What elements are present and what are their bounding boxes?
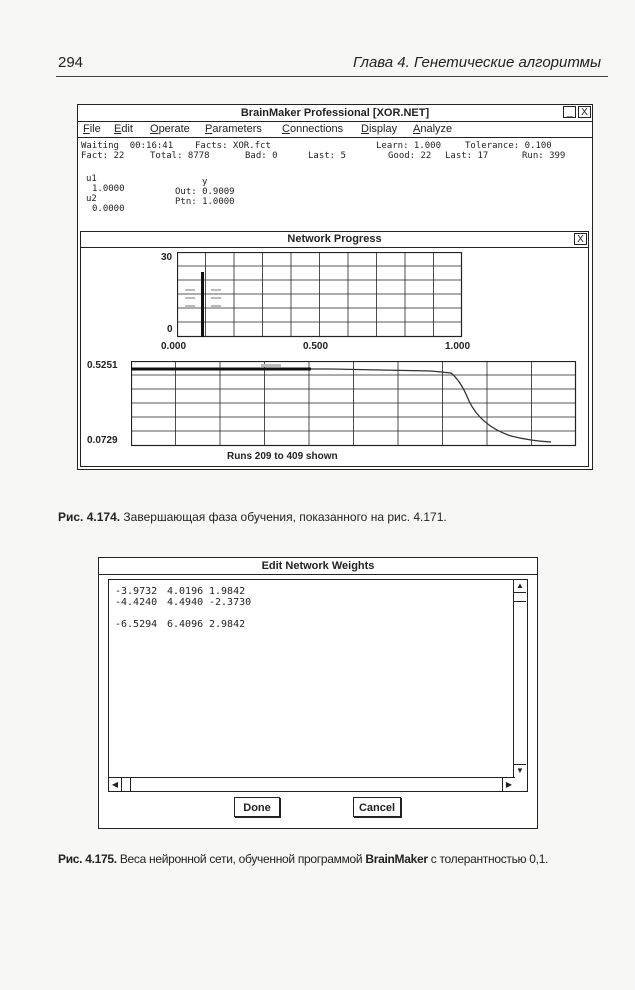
weights-row: -3.9732 4.0196 1.9842 [115,586,246,597]
weights-text-area[interactable] [108,579,528,792]
input-u2-label: u2 [86,194,97,204]
caption-175-text2: с толерантностью 0,1. [427,852,549,866]
header-rule [56,76,608,77]
input-u1-label: u1 [86,174,97,184]
menu-analyze[interactable]: Analyze [413,123,453,135]
caption-175-number: Рис. 4.175. [58,852,117,866]
error-trend-chart [131,361,577,449]
window-title: BrainMaker Professional [XOR.NET] [78,105,592,122]
scroll-right-icon[interactable]: ▶ [502,778,515,791]
close-button[interactable]: X [578,106,591,118]
status-tolerance: Tolerance: 0.100 [465,141,552,151]
status-total: Total: 8778 [150,151,210,161]
status-last: Last: 5 [308,151,346,161]
menu-file[interactable]: File [83,123,101,135]
runs-label: Runs 209 to 409 shown [227,451,338,462]
page-number: 294 [58,54,84,71]
hist-xtick-2: 1.000 [445,341,471,352]
weights-row: -6.5294 6.4096 2.9842 [115,619,246,630]
status-learn: Learn: 1.000 [376,141,442,151]
brainmaker-window [77,104,593,470]
network-progress-window [80,231,589,467]
status-good: Good: 22 [388,151,432,161]
weights-grid [115,586,251,630]
scroll-down-icon[interactable]: ▼ [514,764,526,777]
hist-xtick-1: 0.500 [303,341,329,352]
menu-operate[interactable]: Operate [150,123,190,135]
progress-close-button[interactable]: X [574,233,587,245]
line-ymin-label: 0.0729 [87,435,118,446]
minimize-button[interactable]: _ [563,106,576,118]
chapter-title: Глава 4. Генетические алгоритмы [352,54,601,71]
weights-row: -4.4240 4.4940 -2.3730 [115,597,252,608]
vertical-scrollbar[interactable] [513,580,527,777]
menu-bar [78,122,592,138]
edit-weights-window [98,557,538,829]
caption-175-text1: Веса нейронной сети, обученной программой [116,852,366,866]
caption-175-program: BrainMaker [365,852,428,866]
scroll-thumb[interactable] [514,593,526,602]
output-out: Out: 0.9009 [175,187,235,197]
hscroll-thumb[interactable] [122,778,131,791]
done-button[interactable]: Done [234,797,280,817]
figure-caption-174 [58,510,447,524]
status-fact: Fact: 22 [81,151,125,161]
output-y-label: y [202,177,208,187]
hist-ymin-label: 0 [167,324,173,335]
status-run: Run: 399 [522,151,566,161]
status-bad: Bad: 0 [245,151,278,161]
horizontal-scrollbar[interactable] [109,777,515,791]
line-ymax-label: 0.5251 [87,360,118,371]
hist-ymax-label: 30 [161,252,173,263]
caption-174-number: Рис. 4.174. [58,510,121,524]
progress-title: Network Progress [81,232,588,248]
status-facts: Facts: XOR.fct [195,141,271,151]
input-u2-value: 0.0000 [92,204,125,214]
status-waiting: Waiting 00:16:41 [81,141,174,151]
output-ptn: Ptn: 1.0000 [175,197,235,207]
input-u1-value: 1.0000 [92,184,125,194]
cancel-button[interactable]: Cancel [353,797,401,817]
weights-title: Edit Network Weights [99,558,537,575]
caption-174-text: Завершающая фаза обучения, показанного на рис. 4.171. [120,510,447,524]
hist-xtick-0: 0.000 [161,341,187,352]
error-histogram [177,252,463,340]
hist-bar [201,272,204,337]
menu-edit[interactable]: Edit [114,123,133,135]
scroll-left-icon[interactable]: ◀ [109,778,122,791]
scroll-up-icon[interactable]: ▲ [514,580,526,593]
menu-display[interactable]: Display [361,123,398,135]
menu-connections[interactable]: Connections [282,123,344,135]
status-last2: Last: 17 [445,151,489,161]
menu-parameters[interactable]: Parameters [205,123,262,135]
figure-caption-175 [58,852,548,866]
